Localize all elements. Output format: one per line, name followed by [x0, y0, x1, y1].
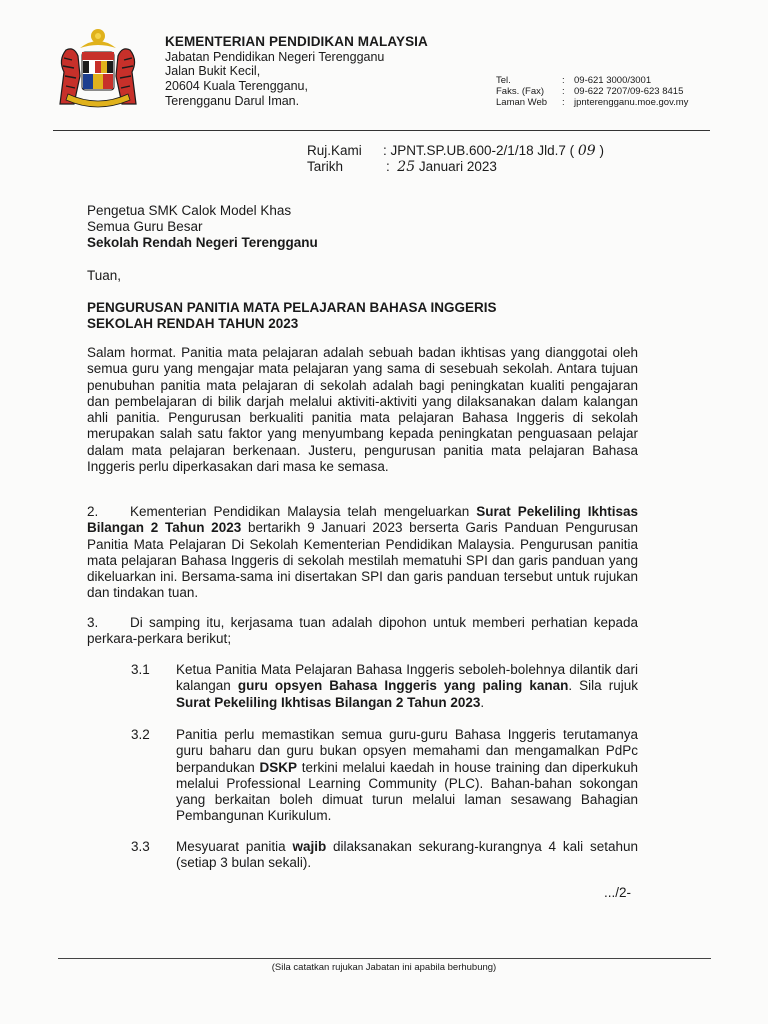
jata-negara-crest-icon — [50, 26, 146, 108]
paragraph-2 — [87, 504, 638, 602]
subitem-number: 3.1 — [131, 662, 150, 677]
paragraph-text: bertarikh 9 Januari 2023 berserta Garis Panduan Pengurusan Panitia Mata Pelajaran Di Sekolah Kementerian Pendidikan Malaysia. Pengurusan panitia mata pelajaran Bahasa Inggeris di sekolah mestilah mematuhi SPI dan garis panduan yang dikeluarkan ini. Bersama-sama ini disertakan SPI dan garis panduan tersebut untuk rujukan dan tindakan tuan. — [87, 520, 638, 601]
fax-value: 09-622 7207/09-623 8415 — [574, 86, 684, 97]
ruj-kami-close: ) — [599, 143, 604, 158]
subject-line: SEKOLAH RENDAH TAHUN 2023 — [87, 316, 299, 331]
subitem-3-2 — [176, 727, 638, 825]
ruj-kami-label: Ruj.Kami — [307, 143, 362, 158]
subitem-3-3 — [176, 839, 638, 872]
tel-value: 09-621 3000/3001 — [574, 75, 652, 86]
ruj-kami-value — [383, 143, 604, 159]
ruj-kami-handwritten: 09 — [577, 143, 596, 159]
recipient-line: Pengetua SMK Calok Model Khas — [87, 203, 292, 218]
subitem-emphasis: DSKP — [259, 759, 298, 775]
subitem-number: 3.2 — [131, 727, 150, 742]
address-line: Jabatan Pendidikan Negeri Terengganu — [165, 50, 385, 64]
subitem-emphasis: guru opsyen Bahasa Inggeris yang paling kanan — [237, 678, 569, 694]
paragraph-number: 2. — [87, 504, 99, 519]
tel-sep: : — [562, 75, 565, 86]
tarikh-colon: : — [386, 159, 390, 174]
address-line: Jalan Bukit Kecil, — [165, 64, 261, 78]
subitem-3-1 — [176, 662, 638, 711]
tarikh-month-year: Januari 2023 — [418, 159, 497, 174]
circular-reference: Surat Pekeliling Ikhtisas Bilangan 2 Tahun 2023 — [87, 504, 638, 536]
paragraph-text: Di samping itu, kerjasama tuan adalah dipohon untuk memberi perhatian kepada perkara-perkara berikut; — [87, 615, 638, 647]
salutation: Tuan, — [87, 268, 122, 283]
org-name: KEMENTERIAN PENDIDIKAN MALAYSIA — [165, 34, 428, 49]
circular-reference: Surat Pekeliling Ikhtisas Bilangan 2 Tahun 2023 — [176, 694, 481, 710]
paragraph-number: 3. — [87, 615, 99, 630]
subitem-text: Mesyuarat panitia — [176, 839, 293, 854]
tel-label: Tel. — [496, 75, 511, 86]
star-icon — [91, 29, 105, 43]
recipient-line: Sekolah Rendah Negeri Terengganu — [87, 235, 318, 250]
ruj-kami-number: : JPNT.SP.UB.600-2/1/18 Jld.7 ( — [383, 143, 575, 158]
subitem-text: Panitia perlu memastikan semua guru-guru Bahasa Inggeris terutamanya guru baharu dan guru bukan opsyen memahami dan mengamalkan PdPc berpandukan — [176, 727, 638, 775]
footer-note: (Sila catatkan rujukan Jabatan ini apabila berhubung) — [271, 962, 497, 973]
paragraph-text: Kementerian Pendidikan Malaysia telah mengeluarkan — [130, 504, 477, 519]
tarikh-value — [386, 159, 497, 175]
footer-divider — [58, 958, 711, 959]
subitem-text: . Sila rujuk — [568, 678, 638, 694]
subitem-text: . — [480, 694, 485, 710]
web-sep: : — [562, 97, 565, 108]
tarikh-label: Tarikh — [307, 159, 344, 174]
web-label: Laman Web — [496, 97, 548, 108]
address-line: 20604 Kuala Terengganu, — [165, 79, 308, 93]
subitem-emphasis: wajib — [292, 839, 327, 854]
address-line: Terengganu Darul Iman. — [165, 94, 300, 108]
recipient-line: Semua Guru Besar — [87, 219, 203, 234]
paragraph-1: Salam hormat. Panitia mata pelajaran adalah sebuah badan ikhtisas yang dianggotai oleh semua guru yang mengajar mata pelajaran yang sama di sesebuah sekolah. Antara tujuan penubuhan panitia mata pelajaran di sekolah adalah bagi peningkatan kualiti pengajaran dan pembelajaran di bilik darjah melalui aktiviti-aktiviti yang dilaksanakan dalam kalangan ahli panitia. Pengurusan berkualiti panitia mata pelajaran Bahasa Inggeris di sekolah merupakan salah satu faktor yang menyumbang kepada peningkatan penguasaan pelajar dalam mata pelajaran berkenaan. Justeru, pengurusan panitia mata pelajaran Bahasa Inggeris perlu diperkasakan dari masa ke semasa. — [87, 345, 638, 475]
letterhead-divider — [53, 130, 710, 131]
fax-sep: : — [562, 86, 565, 97]
next-page-marker: .../2- — [604, 885, 632, 900]
subject-line: PENGURUSAN PANITIA MATA PELAJARAN BAHASA INGGERIS — [87, 300, 497, 315]
fax-label: Faks. (Fax) — [496, 86, 545, 97]
subitem-text: terkini melalui kaedah in house training dan diperkukuh melalui Professional Learning Community (PLC). Bahan-bahan sokongan yang berkaitan boleh dimuat turun melalui laman sesawang Bahagian Pembangunan Kurikulum. — [176, 759, 638, 824]
subitem-text: dilaksanakan sekurang-kurangnya 4 kali setahun (setiap 3 bulan sekali). — [176, 839, 638, 871]
subitem-text: Ketua Panitia Mata Pelajaran Bahasa Inggeris seboleh-bolehnya dilantik dari kalangan — [176, 662, 638, 694]
subitem-number: 3.3 — [131, 839, 150, 854]
paragraph-3 — [87, 615, 638, 648]
tarikh-handwritten-day: 25 — [397, 159, 416, 175]
web-value: jpnterengganu.moe.gov.my — [574, 97, 689, 108]
